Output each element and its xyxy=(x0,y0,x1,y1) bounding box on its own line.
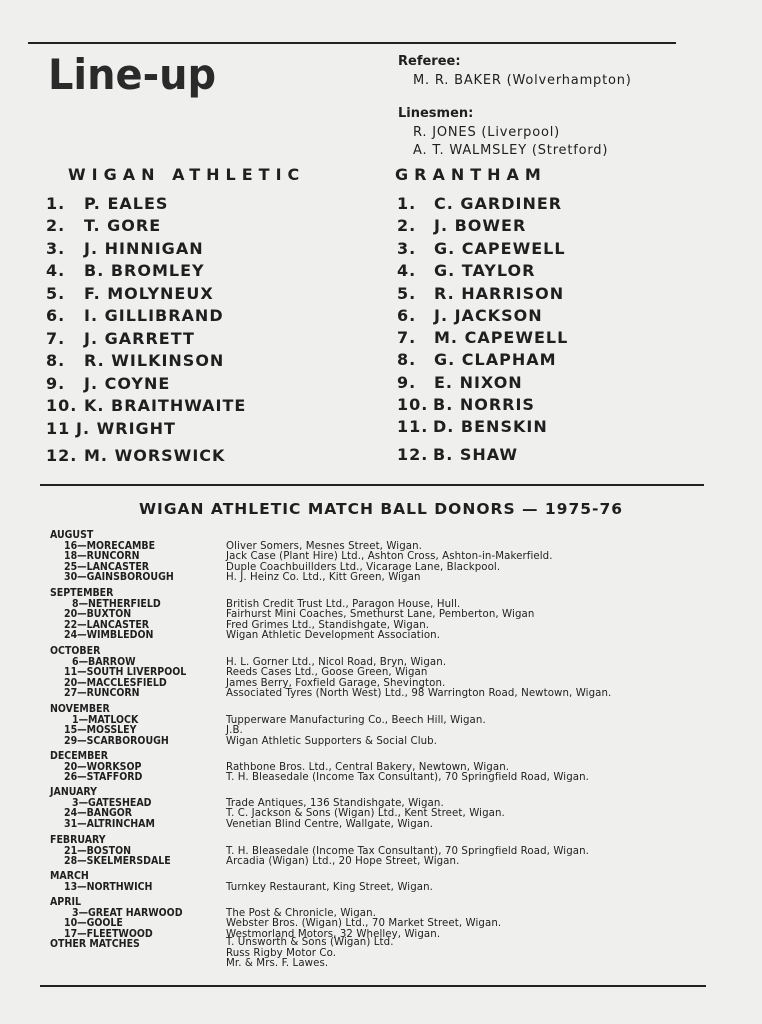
donor-name: Trade Antiques, 136 Standishgate, Wigan. xyxy=(226,797,444,809)
donor-name: Duple Coachbuillders Ltd., Vicarage Lane, Blackpool. xyxy=(226,561,501,573)
donor-name: J.B. xyxy=(226,725,243,737)
donor-name: Venetian Blind Centre, Wallgate, Wigan. xyxy=(226,818,434,830)
home-player-3 xyxy=(46,239,204,259)
player-number: 6. xyxy=(397,306,417,325)
player-number: 8. xyxy=(397,350,417,369)
donor-name: Webster Bros. (Wigan) Ltd., 70 Market Street, Wigan. xyxy=(226,918,502,930)
player-name: M. CAPEWELL xyxy=(434,328,569,347)
player-name: M. WORSWICK xyxy=(84,446,226,465)
donor-name: Wigan Athletic Supporters & Social Club. xyxy=(226,735,438,747)
donor-fixture: 24—WIMBLEDON xyxy=(64,629,154,642)
player-number: 2. xyxy=(46,216,66,235)
home-player-4 xyxy=(46,261,205,281)
player-name: J. WRIGHT xyxy=(76,419,176,438)
referee-block xyxy=(398,54,632,90)
donor-fixture: 29—SCARBOROUGH xyxy=(64,734,169,747)
home-player-7 xyxy=(46,329,195,349)
player-name: G. CLAPHAM xyxy=(434,350,557,369)
donor-month: MARCH xyxy=(50,870,89,882)
player-number: 9. xyxy=(397,373,417,392)
player-number: 7. xyxy=(397,328,417,347)
home-player-2 xyxy=(46,216,161,236)
donor-name: James Berry, Foxfield Garage, Shevington. xyxy=(226,677,446,689)
player-number: 11. xyxy=(397,417,429,436)
donor-name: T. H. Bleasedale (Income Tax Consultant), 70 Springfield Road, Wigan. xyxy=(226,772,589,784)
donor-name: Westmorland Motors, 32 Whelley, Wigan. xyxy=(226,928,441,940)
donor-fixture: 3—GATESHEAD xyxy=(72,796,152,809)
player-number: 4. xyxy=(397,261,417,280)
donor-name: The Post & Chronicle, Wigan. xyxy=(226,907,377,919)
away-player-10 xyxy=(397,395,535,415)
donor-name: H. J. Heinz Co. Ltd., Kitt Green, Wigan xyxy=(226,572,421,584)
donor-fixture: 1—MATLOCK xyxy=(72,713,139,726)
player-number: 3. xyxy=(46,239,66,258)
player-number: 8. xyxy=(46,351,66,370)
donor-fixture: 8—NETHERFIELD xyxy=(72,597,161,610)
bottom-rule xyxy=(40,985,706,987)
donor-name: Fred Grimes Ltd., Standishgate, Wigan. xyxy=(226,619,430,631)
donor-fixture: 30—GAINSBOROUGH xyxy=(64,571,174,584)
home-player-11 xyxy=(46,419,176,439)
home-player-9 xyxy=(46,374,170,394)
donor-month: OTHER MATCHES xyxy=(50,938,140,950)
player-name: B. SHAW xyxy=(433,445,519,464)
linesmen-heading: Linesmen: xyxy=(398,106,474,121)
donor-fixture: 25—LANCASTER xyxy=(64,560,150,573)
donor-name: Associated Tyres (North West) Ltd., 98 Warrington Road, Newtown, Wigan. xyxy=(226,688,612,700)
donor-fixture: 15—MOSSLEY xyxy=(64,724,137,737)
player-name: J. JACKSON xyxy=(434,306,543,325)
player-number: 2. xyxy=(397,216,417,235)
referee-heading: Referee: xyxy=(398,54,461,69)
player-name: R. HARRISON xyxy=(434,284,565,303)
donor-name: British Credit Trust Ltd., Paragon House, Hull. xyxy=(226,598,461,610)
player-name: J. BOWER xyxy=(434,216,527,235)
player-number: 9. xyxy=(46,374,66,393)
donor-fixture: 3—GREAT HARWOOD xyxy=(72,906,183,919)
home-team-name: WIGAN ATHLETIC xyxy=(68,165,306,184)
donor-fixture: 20—MACCLESFIELD xyxy=(64,676,167,689)
donor-name: Wigan Athletic Development Association. xyxy=(226,630,441,642)
donor-fixture: 17—FLEETWOOD xyxy=(64,927,153,940)
donor-fixture: 26—STAFFORD xyxy=(64,771,143,784)
player-name: R. WILKINSON xyxy=(84,351,225,370)
donor-fixture: 27—RUNCORN xyxy=(64,687,140,700)
player-number: 10. xyxy=(397,395,429,414)
donor-month: DECEMBER xyxy=(50,750,109,762)
donor-fixture: 31—ALTRINCHAM xyxy=(64,817,155,830)
page-title: Line-up xyxy=(48,50,217,99)
away-player-9 xyxy=(397,373,523,393)
away-team-name: GRANTHAM xyxy=(395,165,547,184)
donor-month: SEPTEMBER xyxy=(50,587,114,599)
home-player-10 xyxy=(46,396,246,416)
away-player-5 xyxy=(397,284,564,304)
donor-fixture: 20—BUXTON xyxy=(64,608,132,621)
donor-fixture: 24—BANGOR xyxy=(64,807,133,820)
donor-fixture: 28—SKELMERSDALE xyxy=(64,855,171,868)
donor-month: NOVEMBER xyxy=(50,703,110,715)
donor-name: T. C. Jackson & Sons (Wigan) Ltd., Kent Street, Wigan. xyxy=(226,808,505,820)
player-name: J. HINNIGAN xyxy=(84,239,204,258)
donor-name: Rathbone Bros. Ltd., Central Bakery, Newtown, Wigan. xyxy=(226,761,510,773)
donor-fixture: 18—RUNCORN xyxy=(64,550,140,563)
player-number: 1. xyxy=(46,194,66,213)
player-number: 12. xyxy=(46,446,78,465)
player-name: P. EALES xyxy=(84,194,169,213)
donor-fixture: 6—BARROW xyxy=(72,655,136,668)
linesman-2: A. T. WALMSLEY (Stretford) xyxy=(413,143,609,158)
donor-name: Turnkey Restaurant, King Street, Wigan. xyxy=(226,881,434,893)
donor-fixture: 21—BOSTON xyxy=(64,844,132,857)
player-number: 5. xyxy=(397,284,417,303)
away-player-7 xyxy=(397,328,568,348)
player-name: I. GILLIBRAND xyxy=(84,306,224,325)
away-player-12 xyxy=(397,445,518,465)
referee-name: M. R. BAKER (Wolverhampton) xyxy=(413,73,632,88)
donor-month: JANUARY xyxy=(50,786,97,798)
donor-month: APRIL xyxy=(50,896,82,908)
away-player-3 xyxy=(397,239,566,259)
player-name: J. GARRETT xyxy=(84,329,195,348)
away-player-8 xyxy=(397,350,557,370)
home-player-6 xyxy=(46,306,224,326)
away-player-6 xyxy=(397,306,543,326)
player-number: 5. xyxy=(46,284,66,303)
donor-fixture: 20—WORKSOP xyxy=(64,760,142,773)
player-number: 12. xyxy=(397,445,429,464)
donor-month: FEBRUARY xyxy=(50,834,106,846)
donor-name: Jack Case (Plant Hire) Ltd., Ashton Cross, Ashton-in-Makerfield. xyxy=(226,551,553,563)
player-number: 1. xyxy=(397,194,417,213)
player-name: F. MOLYNEUX xyxy=(84,284,214,303)
linesmen-block xyxy=(398,106,608,160)
player-number: 3. xyxy=(397,239,417,258)
donor-name: Reeds Cases Ltd., Goose Green, Wigan xyxy=(226,667,428,679)
player-name: G. CAPEWELL xyxy=(434,239,566,258)
donor-month: OCTOBER xyxy=(50,645,101,657)
home-player-8 xyxy=(46,351,224,371)
donor-name: Mr. & Mrs. F. Lawes. xyxy=(226,958,329,970)
player-number: 7. xyxy=(46,329,66,348)
player-number: 4. xyxy=(46,261,66,280)
player-name: E. NIXON xyxy=(434,373,523,392)
donor-name: Fairhurst Mini Coaches, Smethurst Lane, Pemberton, Wigan xyxy=(226,609,535,621)
donor-fixture: 11—SOUTH LIVERPOOL xyxy=(64,666,187,679)
home-player-5 xyxy=(46,284,214,304)
middle-rule xyxy=(40,484,704,486)
home-player-12 xyxy=(46,446,225,466)
away-player-4 xyxy=(397,261,535,281)
away-player-2 xyxy=(397,216,526,236)
home-player-1 xyxy=(46,194,168,214)
donor-fixture: 13—NORTHWICH xyxy=(64,880,153,893)
player-name: T. GORE xyxy=(84,216,162,235)
donor-name: H. L. Gorner Ltd., Nicol Road, Bryn, Wigan. xyxy=(226,656,447,668)
donor-fixture: 16—MORECAMBE xyxy=(64,539,156,552)
player-name: B. BROMLEY xyxy=(84,261,205,280)
donor-name: T. Unsworth & Sons (Wigan) Ltd. xyxy=(226,937,394,948)
donor-name: T. H. Bleasedale (Income Tax Consultant), 70 Springfield Road, Wigan. xyxy=(226,845,589,857)
player-name: G. TAYLOR xyxy=(434,261,536,280)
player-name: J. COYNE xyxy=(84,374,171,393)
donor-name: Russ Rigby Motor Co. xyxy=(226,947,337,959)
donor-fixture: 22—LANCASTER xyxy=(64,618,150,631)
away-player-1 xyxy=(397,194,562,214)
player-number: 11 xyxy=(46,419,71,438)
linesman-1: R. JONES (Liverpool) xyxy=(413,125,561,140)
donor-month: AUGUST xyxy=(50,529,94,541)
player-name: B. NORRIS xyxy=(433,395,535,414)
donor-name: Arcadia (Wigan) Ltd., 20 Hope Street, Wigan. xyxy=(226,856,460,868)
donor-name: Oliver Somers, Mesnes Street, Wigan. xyxy=(226,540,423,552)
donor-fixture: 10—GOOLE xyxy=(64,917,123,930)
player-name: D. BENSKIN xyxy=(433,417,548,436)
player-name: C. GARDINER xyxy=(434,194,563,213)
away-player-11 xyxy=(397,417,548,437)
player-name: K. BRAITHWAITE xyxy=(84,396,247,415)
top-rule xyxy=(28,42,676,44)
donors-title: WIGAN ATHLETIC MATCH BALL DONORS — 1975-76 xyxy=(138,500,624,518)
player-number: 10. xyxy=(46,396,78,415)
donor-name: Tupperware Manufacturing Co., Beech Hill, Wigan. xyxy=(226,714,486,726)
player-number: 6. xyxy=(46,306,66,325)
